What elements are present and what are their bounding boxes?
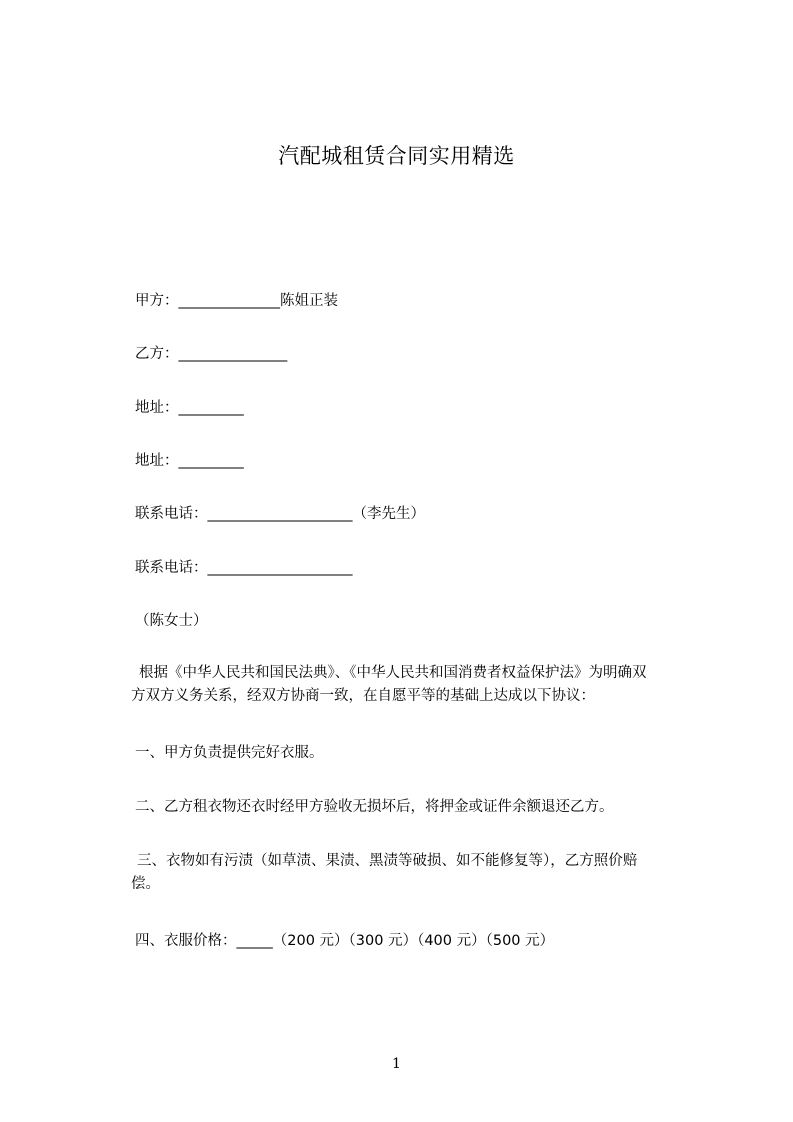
page-number: 1 — [392, 1056, 401, 1072]
preamble-line-2: 方双方义务关系，经双方协商一致，在自愿平等的基础上达成以下协议： — [131, 688, 595, 704]
clause-3-line-1: 三、衣物如有污渍（如草渍、果渍、黑渍等破损、如不能修复等），乙方照价赔 — [137, 853, 638, 869]
clause-3-paragraph — [131, 850, 695, 896]
clause-2: 二、乙方租衣物还衣时经甲方验收无损坏后，将押金或证件余额退还乙方。 — [135, 799, 614, 815]
clause-3-line-2: 偿。 — [131, 876, 160, 892]
contact-name-line: （陈女士） — [135, 613, 208, 629]
preamble-line-1: 根据《中华人民共和国民法典》、《中华人民共和国消费者权益保护法》为明确双 — [139, 665, 647, 681]
address-line-2: 地址：_________ — [135, 453, 244, 469]
preamble-paragraph — [131, 662, 695, 708]
clause-1: 一、甲方负责提供完好衣服。 — [135, 745, 324, 761]
clause-4: 四、衣服价格：_____（200 元）（300 元）（400 元）（500 元） — [135, 933, 555, 949]
phone-line-1: 联系电话：____________________（李先生） — [135, 506, 425, 522]
document-title: 汽配城租赁合同实用精选 — [278, 144, 515, 168]
address-line-1: 地址：_________ — [135, 400, 244, 416]
phone-line-2: 联系电话：____________________ — [135, 560, 353, 576]
party-b-line: 乙方：_______________ — [135, 346, 288, 362]
party-a-line: 甲方：______________陈姐正装 — [135, 293, 338, 309]
